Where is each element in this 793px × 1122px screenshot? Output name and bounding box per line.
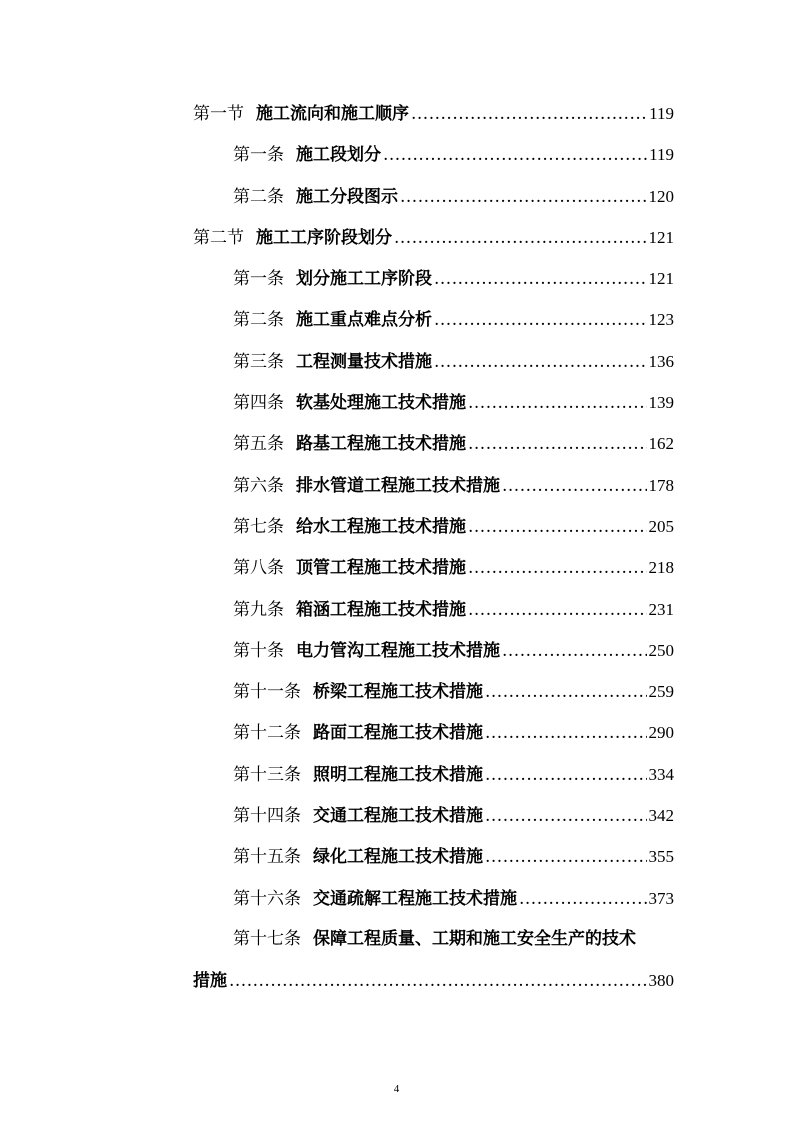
toc-entry-number: 第十四条 — [233, 806, 301, 827]
toc-entry-number: 第十条 — [233, 640, 284, 661]
dot-leader — [485, 755, 647, 796]
toc-entry-number: 第十一条 — [233, 682, 301, 703]
toc-entry-number: 第一条 — [233, 269, 284, 290]
toc-entry-page: 380 — [648, 971, 674, 991]
page-number: 4 — [393, 1083, 400, 1095]
toc-entry-page: 290 — [648, 723, 674, 743]
toc-entry-page: 259 — [648, 682, 674, 702]
toc-entry-number: 第五条 — [233, 434, 284, 455]
toc-entry-number: 第一节 — [193, 104, 244, 124]
toc-entry-title: 路面工程施工技术措施 — [313, 723, 483, 744]
toc-entry[interactable] — [193, 134, 674, 175]
toc-entry-number: 第十五条 — [233, 847, 301, 868]
dot-leader — [485, 672, 647, 713]
dot-leader — [485, 837, 647, 878]
toc-entry-wrapped-continuation[interactable] — [193, 960, 674, 1001]
toc-entry-title: 划分施工工序阶段 — [296, 269, 432, 290]
toc-entry-number: 第六条 — [233, 475, 284, 496]
toc-entry[interactable] — [193, 547, 674, 588]
toc-entry[interactable] — [193, 836, 674, 877]
toc-entry-title: 排水管道工程施工技术措施 — [296, 475, 500, 496]
toc-entry-number: 第十六条 — [233, 888, 301, 909]
dot-leader — [394, 218, 647, 259]
toc-entry-title: 交通工程施工技术措施 — [313, 806, 483, 827]
dot-leader — [519, 879, 647, 920]
toc-entry-page: 178 — [648, 475, 674, 495]
toc-entry-number: 第十二条 — [233, 723, 301, 744]
dot-leader — [400, 177, 647, 218]
dot-leader — [468, 383, 647, 424]
toc-entry-page: 205 — [648, 516, 674, 536]
toc-entry-page: 342 — [648, 806, 674, 826]
toc-entry-title: 保障工程质量、工期和施工安全生产的技术 — [313, 928, 636, 949]
table-of-contents — [193, 93, 674, 1002]
toc-entry-page: 121 — [648, 227, 674, 247]
toc-entry-title: 路基工程施工技术措施 — [296, 434, 466, 455]
toc-entry-page: 355 — [648, 847, 674, 867]
toc-entry[interactable] — [193, 258, 674, 299]
toc-entry-title: 顶管工程施工技术措施 — [296, 558, 466, 579]
dot-leader — [468, 507, 647, 548]
toc-entry-page: 123 — [648, 310, 674, 330]
toc-entry[interactable] — [193, 176, 674, 217]
toc-entry[interactable] — [193, 712, 674, 753]
dot-leader — [434, 300, 647, 341]
toc-entry-title: 施工分段图示 — [296, 186, 398, 207]
toc-entry-number: 第三条 — [233, 351, 284, 372]
toc-entry-title: 交通疏解工程施工技术措施 — [313, 888, 517, 909]
toc-entry-page: 120 — [648, 186, 674, 206]
dot-leader — [468, 424, 647, 465]
toc-entry-number: 第四条 — [233, 393, 284, 414]
toc-entry[interactable] — [193, 93, 674, 134]
toc-entry[interactable] — [193, 423, 674, 464]
toc-entry-title: 工程测量技术措施 — [296, 351, 432, 372]
toc-entry[interactable] — [193, 465, 674, 506]
toc-entry-page: 121 — [648, 269, 674, 289]
toc-entry-number: 第九条 — [233, 599, 284, 620]
toc-entry[interactable] — [193, 878, 674, 919]
toc-entry-title: 施工流向和施工顺序 — [256, 104, 409, 124]
toc-entry-title: 施工工序阶段划分 — [256, 227, 392, 248]
toc-entry-page: 218 — [648, 558, 674, 578]
toc-entry[interactable] — [193, 299, 674, 340]
dot-leader — [229, 961, 647, 1002]
toc-entry-number: 第一条 — [233, 145, 284, 166]
dot-leader — [411, 94, 647, 135]
toc-entry-number: 第二条 — [233, 186, 284, 207]
toc-entry-page: 334 — [648, 764, 674, 784]
toc-entry[interactable] — [193, 754, 674, 795]
toc-entry[interactable] — [193, 589, 674, 630]
dot-leader — [383, 135, 647, 176]
toc-entry-title: 软基处理施工技术措施 — [296, 393, 466, 414]
toc-entry-title: 桥梁工程施工技术措施 — [313, 682, 483, 703]
toc-entry-wrapped[interactable] — [193, 919, 674, 960]
toc-entry-title: 给水工程施工技术措施 — [296, 516, 466, 537]
toc-entry-page: 162 — [648, 434, 674, 454]
toc-entry[interactable] — [193, 341, 674, 382]
toc-entry-page: 119 — [649, 145, 674, 165]
toc-entry-number: 第七条 — [233, 516, 284, 537]
dot-leader — [502, 466, 647, 507]
toc-entry[interactable] — [193, 795, 674, 836]
dot-leader — [434, 342, 647, 383]
toc-entry-page: 250 — [648, 640, 674, 660]
toc-entry-title: 照明工程施工技术措施 — [313, 764, 483, 785]
toc-entry-number: 第二条 — [233, 310, 284, 331]
toc-entry-page: 373 — [648, 888, 674, 908]
toc-entry-title-continuation: 措施 — [193, 971, 227, 992]
toc-entry-number: 第十三条 — [233, 764, 301, 785]
toc-entry-number: 第十七条 — [233, 928, 301, 949]
toc-entry-title: 施工重点难点分析 — [296, 310, 432, 331]
toc-entry-title: 箱涵工程施工技术措施 — [296, 599, 466, 620]
toc-entry[interactable] — [193, 217, 674, 258]
toc-entry-title: 施工段划分 — [296, 145, 381, 166]
toc-entry-number: 第二节 — [193, 227, 244, 248]
toc-entry-title: 电力管沟工程施工技术措施 — [296, 640, 500, 661]
dot-leader — [468, 590, 647, 631]
toc-entry[interactable] — [193, 671, 674, 712]
dot-leader — [485, 713, 647, 754]
toc-entry[interactable] — [193, 630, 674, 671]
toc-entry[interactable] — [193, 382, 674, 423]
dot-leader — [485, 796, 647, 837]
dot-leader — [468, 548, 647, 589]
toc-entry-page: 231 — [648, 599, 674, 619]
toc-entry-page: 139 — [648, 393, 674, 413]
toc-entry-number: 第八条 — [233, 558, 284, 579]
dot-leader — [434, 259, 647, 300]
dot-leader — [502, 631, 647, 672]
toc-entry-title: 绿化工程施工技术措施 — [313, 847, 483, 868]
toc-entry[interactable] — [193, 506, 674, 547]
toc-entry-page: 136 — [648, 351, 674, 371]
toc-entry-page: 119 — [649, 104, 674, 123]
